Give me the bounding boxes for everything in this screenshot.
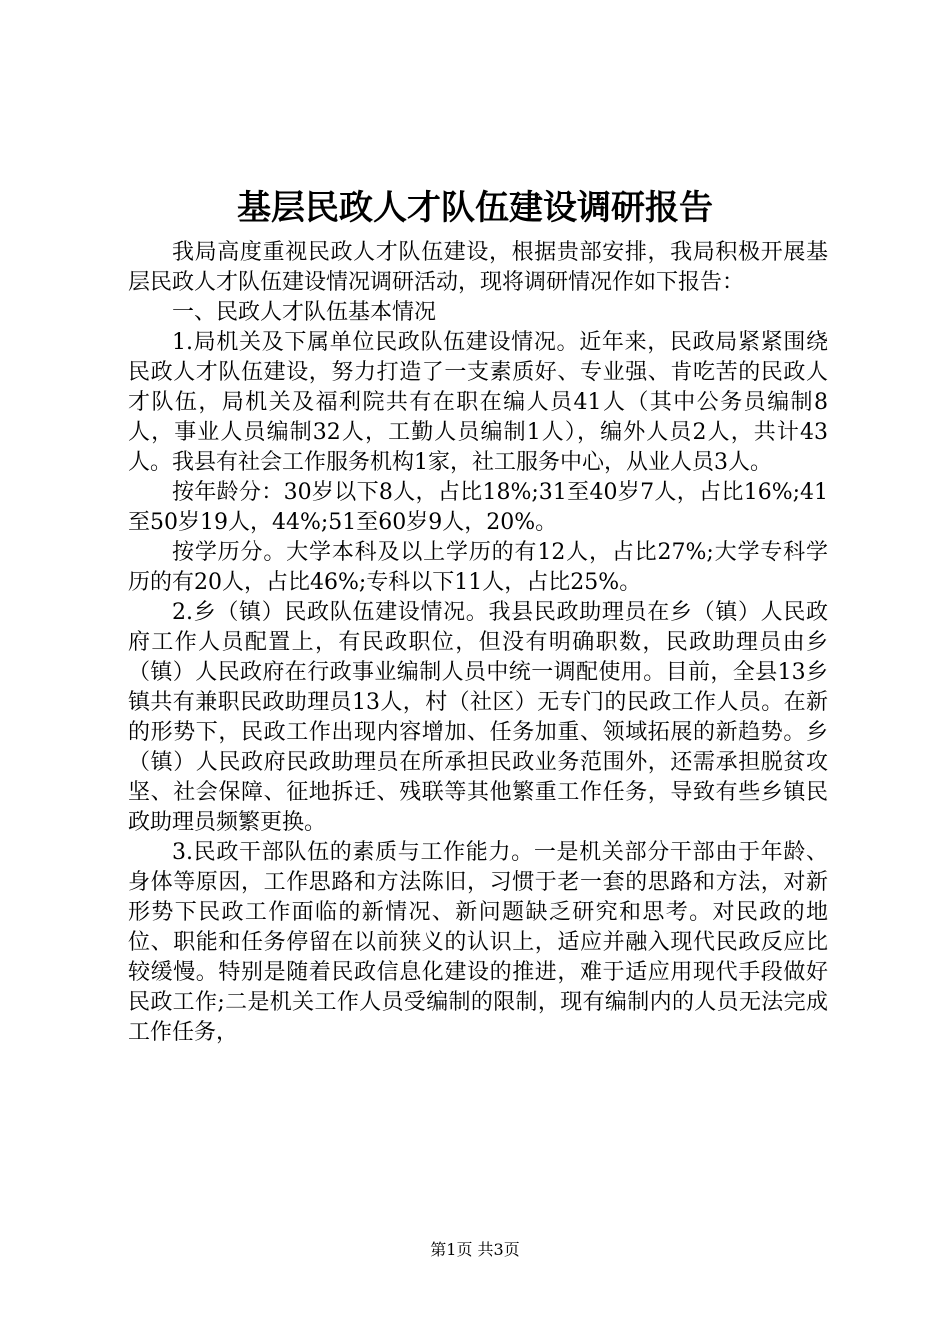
page-footer: 第1页 共3页 bbox=[430, 1240, 520, 1259]
paragraph-by-education: 按学历分。大学本科及以上学历的有12人，占比27%;大学专科学历的有20人，占比46%;专科以下11人，占比25%。 bbox=[128, 540, 828, 595]
paragraph-by-age: 按年龄分：30岁以下8人，占比18%;31至40岁7人，占比16%;41至50岁19人，44%;51至60岁9人，20%。 bbox=[128, 480, 828, 535]
intro-paragraph: 我局高度重视民政人才队伍建设，根据贵部安排，我局积极开展基层民政人才队伍建设情况调研活动，现将调研情况作如下报告： bbox=[128, 240, 828, 295]
document-title: 基层民政人才队伍建设调研报告 bbox=[237, 188, 713, 228]
paragraph-bureau-staff: 1.局机关及下属单位民政队伍建设情况。近年来，民政局紧紧围绕民政人才队伍建设，努力打造了一支素质好、专业强、肯吃苦的民政人才队伍，局机关及福利院共有在职在编人员41人（其中公务员编制8人，事业人员编制32人，工勤人员编制1人），编外人员2人，共计43人。我县有社会工作服务机构1家，社工服务中心，从业人员3人。 bbox=[128, 330, 828, 475]
paragraph-cadre-quality: 3.民政干部队伍的素质与工作能力。一是机关部分干部由于年龄、身体等原因，工作思路和方法陈旧，习惯于老一套的思路和方法，对新形势下民政工作面临的新情况、新问题缺乏研究和思考。对民政的地位、职能和任务停留在以前狭义的认识上，适应并融入现代民政反应比较缓慢。特别是随着民政信息化建设的推进，难于适应用现代手段做好民政工作;二是机关工作人员受编制的限制，现有编制内的人员无法完成工作任务， bbox=[128, 840, 828, 1045]
paragraph-township-staff: 2.乡（镇）民政队伍建设情况。我县民政助理员在乡（镇）人民政府工作人员配置上，有民政职位，但没有明确职数，民政助理员由乡（镇）人民政府在行政事业编制人员中统一调配使用。目前，全县13乡镇共有兼职民政助理员13人，村（社区）无专门的民政工作人员。在新的形势下，民政工作出现内容增加、任务加重、领域拓展的新趋势。乡（镇）人民政府民政助理员在所承担民政业务范围外，还需承担脱贫攻坚、社会保障、征地拆迁、残联等其他繁重工作任务，导致有些乡镇民政助理员频繁更换。 bbox=[128, 600, 828, 835]
section-heading: 一、民政人才队伍基本情况 bbox=[172, 300, 437, 325]
document-body bbox=[128, 238, 828, 1048]
